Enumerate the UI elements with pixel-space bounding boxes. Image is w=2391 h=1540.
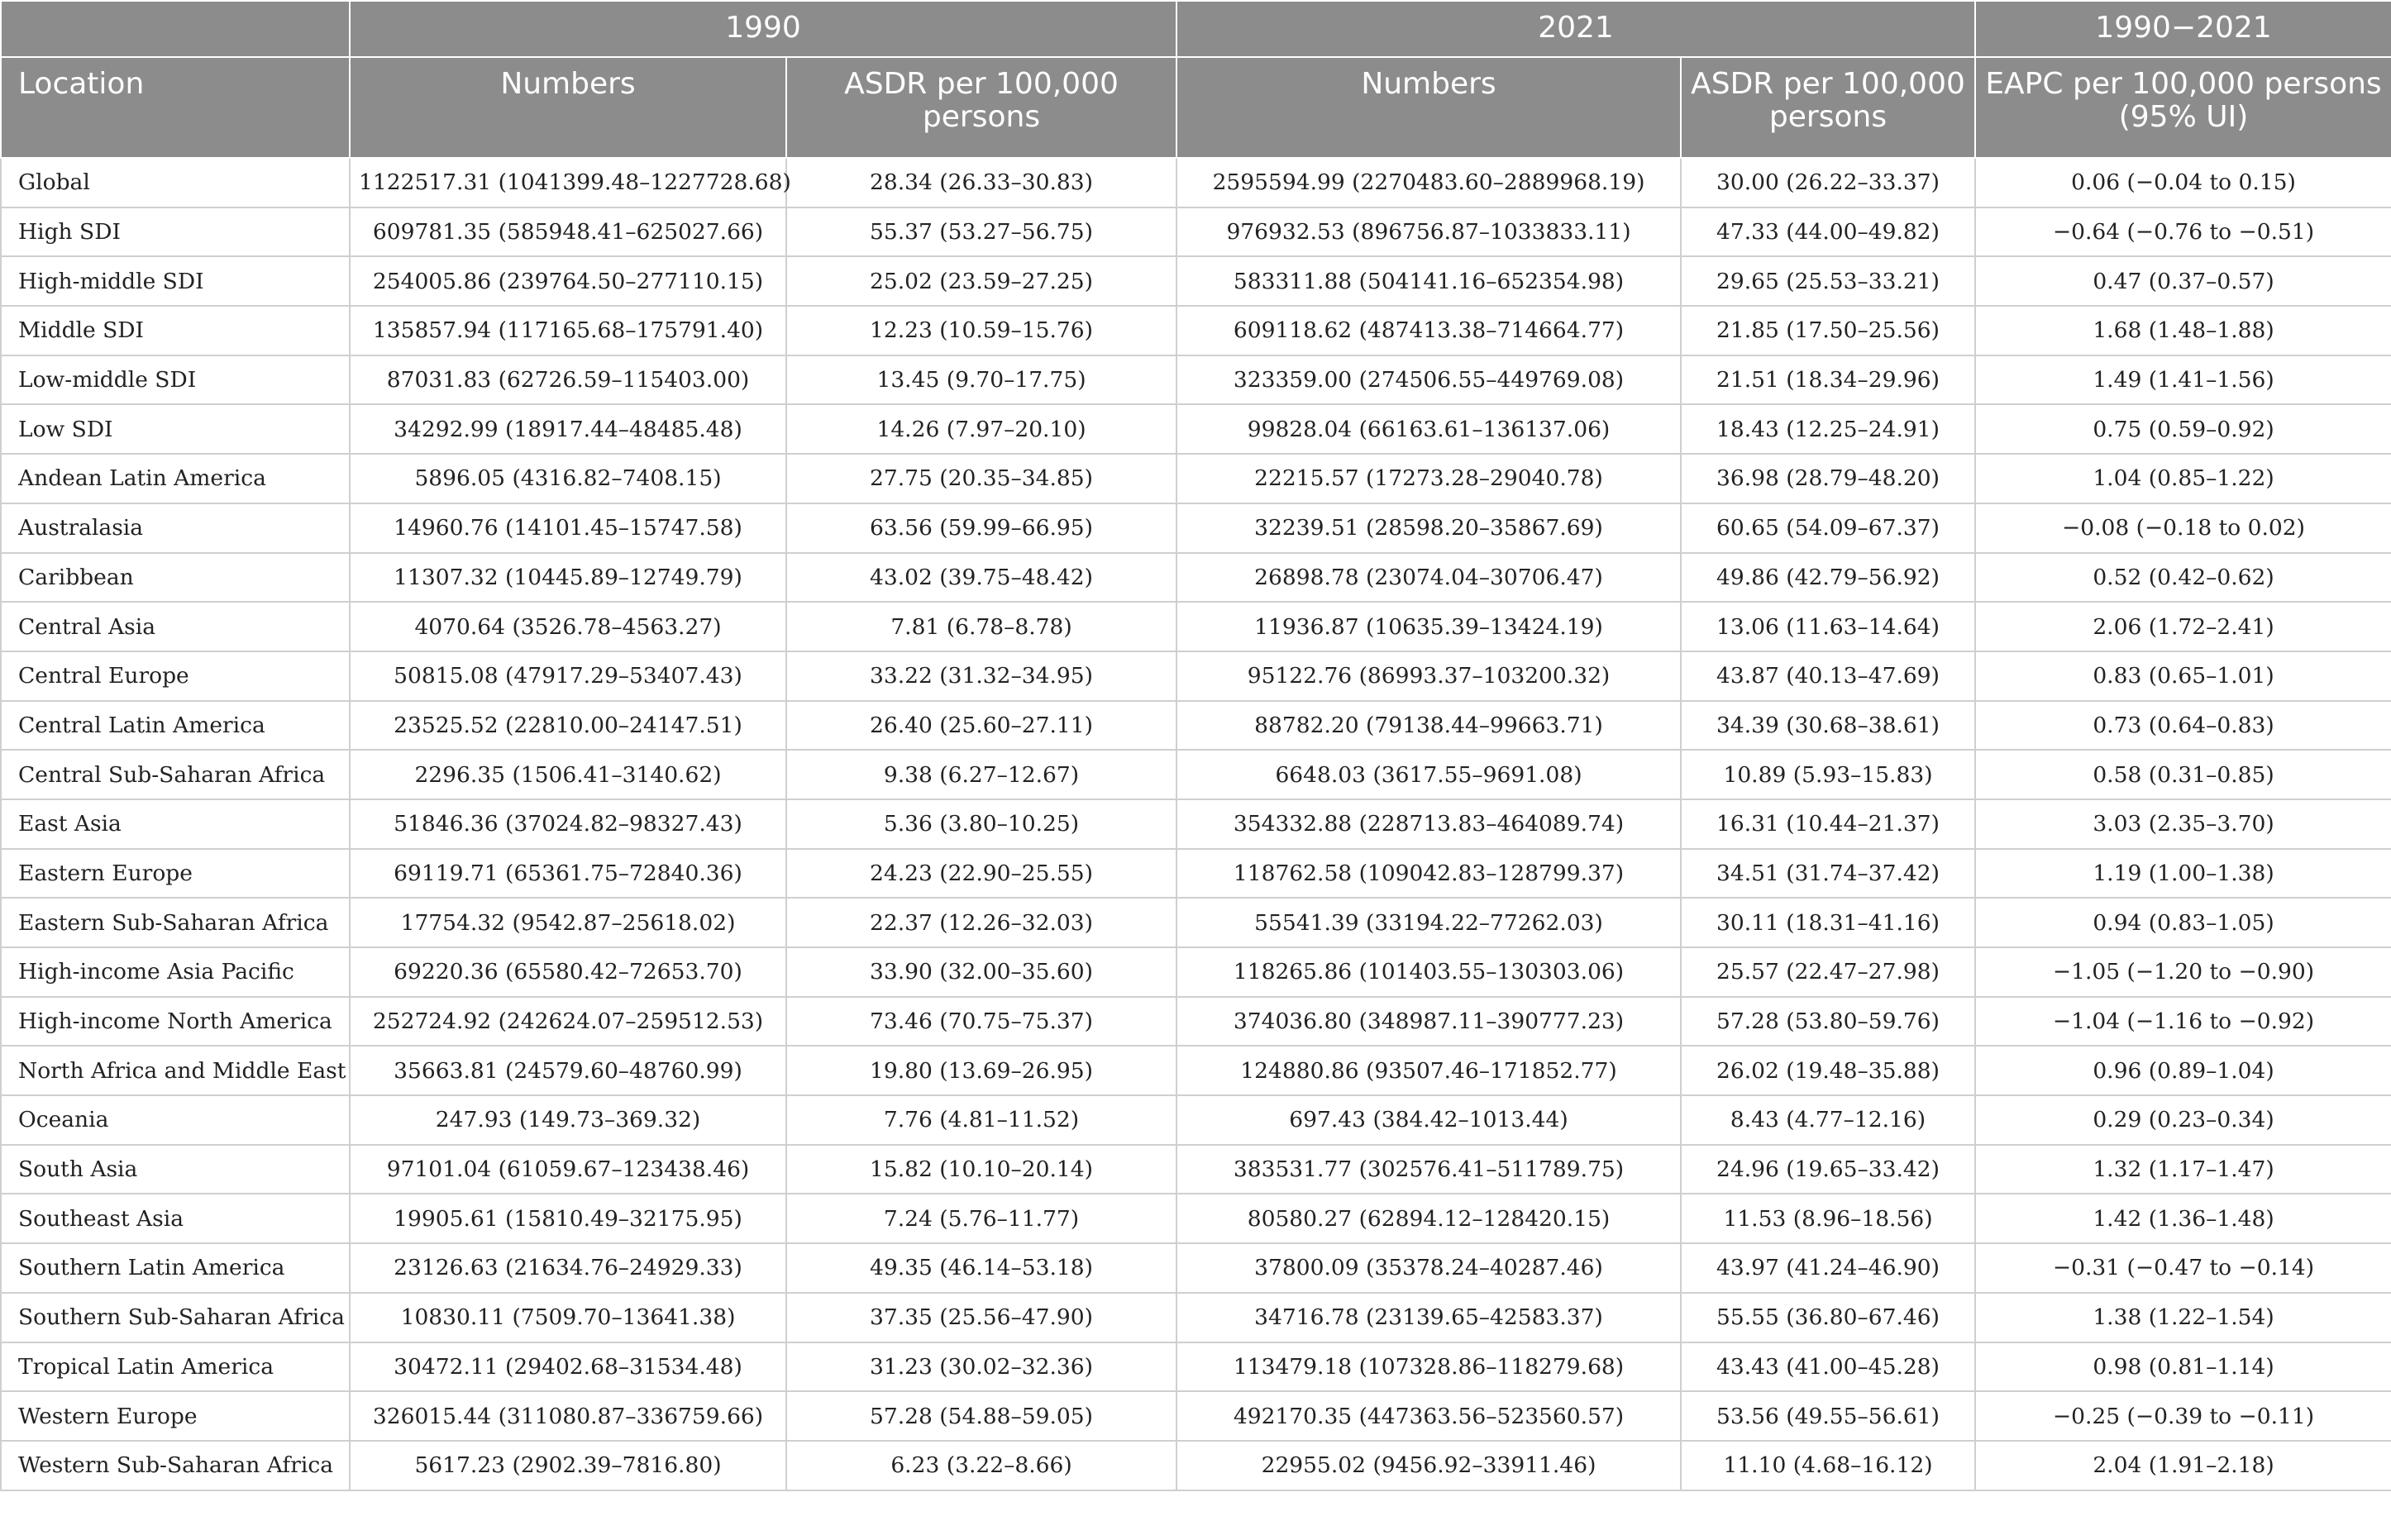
cell-asdr-2021: 57.28 (53.80–59.76) (1681, 997, 1975, 1047)
cell-numbers-1990: 247.93 (149.73–369.32) (350, 1095, 786, 1145)
cell-numbers-1990: 30472.11 (29402.68–31534.48) (350, 1342, 786, 1392)
cell-numbers-1990: 609781.35 (585948.41–625027.66) (350, 207, 786, 257)
header-1990-2021: 1990−2021 (1975, 1, 2391, 57)
cell-eapc: −0.08 (−0.18 to 0.02) (1975, 503, 2391, 553)
cell-location: East Asia (1, 799, 350, 849)
cell-location: Eastern Europe (1, 849, 350, 899)
cell-numbers-1990: 34292.99 (18917.44–48485.48) (350, 404, 786, 454)
cell-location: Middle SDI (1, 306, 350, 355)
cell-location: Oceania (1, 1095, 350, 1145)
cell-eapc: 0.83 (0.65–1.01) (1975, 651, 2391, 701)
cell-asdr-2021: 11.53 (8.96–18.56) (1681, 1194, 1975, 1243)
header-numbers-2021: Numbers (1176, 57, 1681, 158)
cell-numbers-2021: 118265.86 (101403.55–130303.06) (1176, 947, 1681, 997)
cell-location: Western Sub-Saharan Africa (1, 1441, 350, 1490)
cell-location: Eastern Sub-Saharan Africa (1, 898, 350, 947)
cell-numbers-2021: 32239.51 (28598.20–35867.69) (1176, 503, 1681, 553)
cell-numbers-2021: 11936.87 (10635.39–13424.19) (1176, 602, 1681, 651)
cell-asdr-2021: 18.43 (12.25–24.91) (1681, 404, 1975, 454)
cell-eapc: −0.31 (−0.47 to −0.14) (1975, 1243, 2391, 1293)
cell-location: Western Europe (1, 1391, 350, 1441)
cell-location: Central Latin America (1, 701, 350, 751)
cell-numbers-2021: 374036.80 (348987.11–390777.23) (1176, 997, 1681, 1047)
cell-eapc: −1.05 (−1.20 to −0.90) (1975, 947, 2391, 997)
cell-asdr-1990: 6.23 (3.22–8.66) (786, 1441, 1176, 1490)
cell-asdr-2021: 21.85 (17.50–25.56) (1681, 306, 1975, 355)
cell-asdr-2021: 43.87 (40.13–47.69) (1681, 651, 1975, 701)
cell-numbers-1990: 23126.63 (21634.76–24929.33) (350, 1243, 786, 1293)
cell-numbers-2021: 6648.03 (3617.55–9691.08) (1176, 750, 1681, 799)
header-1990: 1990 (350, 1, 1176, 57)
cell-asdr-1990: 27.75 (20.35–34.85) (786, 454, 1176, 503)
cell-eapc: 0.06 (−0.04 to 0.15) (1975, 158, 2391, 207)
cell-numbers-2021: 976932.53 (896756.87–1033833.11) (1176, 207, 1681, 257)
cell-numbers-2021: 2595594.99 (2270483.60–2889968.19) (1176, 158, 1681, 207)
table-row (1, 553, 2391, 603)
cell-asdr-1990: 25.02 (23.59–27.25) (786, 256, 1176, 306)
table-row (1, 602, 2391, 651)
cell-eapc: −0.25 (−0.39 to −0.11) (1975, 1391, 2391, 1441)
cell-eapc: 1.49 (1.41–1.56) (1975, 355, 2391, 405)
table-row (1, 1243, 2391, 1293)
header-asdr-1990: ASDR per 100,000 persons (786, 57, 1176, 158)
table-row (1, 355, 2391, 405)
cell-location: High SDI (1, 207, 350, 257)
cell-numbers-2021: 492170.35 (447363.56–523560.57) (1176, 1391, 1681, 1441)
cell-asdr-1990: 33.22 (31.32–34.95) (786, 651, 1176, 701)
cell-asdr-1990: 7.24 (5.76–11.77) (786, 1194, 1176, 1243)
cell-location: Caribbean (1, 553, 350, 603)
cell-numbers-2021: 354332.88 (228713.83–464089.74) (1176, 799, 1681, 849)
cell-eapc: 0.29 (0.23–0.34) (1975, 1095, 2391, 1145)
cell-asdr-2021: 43.97 (41.24–46.90) (1681, 1243, 1975, 1293)
header-eapc: EAPC per 100,000 persons (95% UI) (1975, 57, 2391, 158)
cell-numbers-1990: 326015.44 (311080.87–336759.66) (350, 1391, 786, 1441)
cell-eapc: 0.75 (0.59–0.92) (1975, 404, 2391, 454)
cell-eapc: 1.68 (1.48–1.88) (1975, 306, 2391, 355)
table-row (1, 404, 2391, 454)
cell-numbers-1990: 254005.86 (239764.50–277110.15) (350, 256, 786, 306)
cell-asdr-1990: 49.35 (46.14–53.18) (786, 1243, 1176, 1293)
table-row (1, 651, 2391, 701)
cell-location: Southeast Asia (1, 1194, 350, 1243)
cell-asdr-1990: 57.28 (54.88–59.05) (786, 1391, 1176, 1441)
table-header (1, 1, 2391, 158)
cell-asdr-1990: 63.56 (59.99–66.95) (786, 503, 1176, 553)
cell-location: Central Asia (1, 602, 350, 651)
cell-location: Southern Latin America (1, 1243, 350, 1293)
cell-asdr-2021: 24.96 (19.65–33.42) (1681, 1145, 1975, 1194)
cell-numbers-2021: 124880.86 (93507.46–171852.77) (1176, 1046, 1681, 1095)
cell-location: Tropical Latin America (1, 1342, 350, 1392)
cell-location: Global (1, 158, 350, 207)
cell-eapc: 1.19 (1.00–1.38) (1975, 849, 2391, 899)
cell-eapc: 2.06 (1.72–2.41) (1975, 602, 2391, 651)
cell-numbers-1990: 69220.36 (65580.42–72653.70) (350, 947, 786, 997)
table-body (1, 158, 2391, 1490)
cell-asdr-2021: 11.10 (4.68–16.12) (1681, 1441, 1975, 1490)
cell-numbers-2021: 323359.00 (274506.55–449769.08) (1176, 355, 1681, 405)
cell-asdr-1990: 13.45 (9.70–17.75) (786, 355, 1176, 405)
cell-numbers-1990: 1122517.31 (1041399.48–1227728.68) (350, 158, 786, 207)
cell-eapc: 1.42 (1.36–1.48) (1975, 1194, 2391, 1243)
cell-asdr-2021: 16.31 (10.44–21.37) (1681, 799, 1975, 849)
cell-asdr-2021: 36.98 (28.79–48.20) (1681, 454, 1975, 503)
cell-asdr-1990: 14.26 (7.97–20.10) (786, 404, 1176, 454)
cell-numbers-2021: 113479.18 (107328.86–118279.68) (1176, 1342, 1681, 1392)
cell-location: High-income Asia Pacific (1, 947, 350, 997)
header-asdr-2021: ASDR per 100,000 persons (1681, 57, 1975, 158)
table-row (1, 1391, 2391, 1441)
cell-asdr-2021: 25.57 (22.47–27.98) (1681, 947, 1975, 997)
cell-asdr-2021: 26.02 (19.48–35.88) (1681, 1046, 1975, 1095)
cell-asdr-2021: 55.55 (36.80–67.46) (1681, 1293, 1975, 1342)
cell-numbers-2021: 55541.39 (33194.22–77262.03) (1176, 898, 1681, 947)
cell-numbers-1990: 50815.08 (47917.29–53407.43) (350, 651, 786, 701)
header-row-years (1, 1, 2391, 57)
cell-asdr-2021: 49.86 (42.79–56.92) (1681, 553, 1975, 603)
table-row (1, 1342, 2391, 1392)
table-row (1, 1145, 2391, 1194)
cell-numbers-2021: 95122.76 (86993.37–103200.32) (1176, 651, 1681, 701)
cell-eapc: 0.96 (0.89–1.04) (1975, 1046, 2391, 1095)
cell-asdr-1990: 24.23 (22.90–25.55) (786, 849, 1176, 899)
cell-eapc: 1.32 (1.17–1.47) (1975, 1145, 2391, 1194)
header-row-columns (1, 57, 2391, 158)
cell-numbers-1990: 252724.92 (242624.07–259512.53) (350, 997, 786, 1047)
table-row (1, 1194, 2391, 1243)
cell-numbers-2021: 99828.04 (66163.61–136137.06) (1176, 404, 1681, 454)
cell-eapc: 1.38 (1.22–1.54) (1975, 1293, 2391, 1342)
cell-eapc: 0.52 (0.42–0.62) (1975, 553, 2391, 603)
cell-numbers-1990: 5617.23 (2902.39–7816.80) (350, 1441, 786, 1490)
cell-asdr-2021: 21.51 (18.34–29.96) (1681, 355, 1975, 405)
cell-location: Low SDI (1, 404, 350, 454)
cell-location: Central Europe (1, 651, 350, 701)
cell-asdr-2021: 30.11 (18.31–41.16) (1681, 898, 1975, 947)
cell-numbers-1990: 10830.11 (7509.70–13641.38) (350, 1293, 786, 1342)
cell-asdr-1990: 73.46 (70.75–75.37) (786, 997, 1176, 1047)
header-2021: 2021 (1176, 1, 1975, 57)
cell-eapc: −1.04 (−1.16 to −0.92) (1975, 997, 2391, 1047)
cell-asdr-1990: 12.23 (10.59–15.76) (786, 306, 1176, 355)
cell-numbers-2021: 609118.62 (487413.38–714664.77) (1176, 306, 1681, 355)
cell-eapc: −0.64 (−0.76 to −0.51) (1975, 207, 2391, 257)
cell-asdr-2021: 8.43 (4.77–12.16) (1681, 1095, 1975, 1145)
cell-eapc: 1.04 (0.85–1.22) (1975, 454, 2391, 503)
cell-asdr-2021: 30.00 (26.22–33.37) (1681, 158, 1975, 207)
cell-numbers-1990: 14960.76 (14101.45–15747.58) (350, 503, 786, 553)
table-row (1, 454, 2391, 503)
cell-numbers-2021: 26898.78 (23074.04–30706.47) (1176, 553, 1681, 603)
table-row (1, 503, 2391, 553)
table-row (1, 1293, 2391, 1342)
cell-asdr-1990: 7.76 (4.81–11.52) (786, 1095, 1176, 1145)
cell-eapc: 0.58 (0.31–0.85) (1975, 750, 2391, 799)
cell-asdr-2021: 53.56 (49.55–56.61) (1681, 1391, 1975, 1441)
cell-asdr-1990: 43.02 (39.75–48.42) (786, 553, 1176, 603)
table-row (1, 207, 2391, 257)
cell-location: South Asia (1, 1145, 350, 1194)
cell-numbers-1990: 23525.52 (22810.00–24147.51) (350, 701, 786, 751)
cell-eapc: 3.03 (2.35–3.70) (1975, 799, 2391, 849)
table-row (1, 898, 2391, 947)
cell-location: High-income North America (1, 997, 350, 1047)
cell-asdr-1990: 28.34 (26.33–30.83) (786, 158, 1176, 207)
cell-numbers-2021: 383531.77 (302576.41–511789.75) (1176, 1145, 1681, 1194)
cell-numbers-2021: 37800.09 (35378.24–40287.46) (1176, 1243, 1681, 1293)
cell-location: North Africa and Middle East (1, 1046, 350, 1095)
cell-eapc: 0.94 (0.83–1.05) (1975, 898, 2391, 947)
cell-eapc: 2.04 (1.91–2.18) (1975, 1441, 2391, 1490)
cell-numbers-1990: 135857.94 (117165.68–175791.40) (350, 306, 786, 355)
cell-asdr-1990: 33.90 (32.00–35.60) (786, 947, 1176, 997)
cell-asdr-2021: 43.43 (41.00–45.28) (1681, 1342, 1975, 1392)
cell-numbers-2021: 88782.20 (79138.44–99663.71) (1176, 701, 1681, 751)
cell-numbers-1990: 4070.64 (3526.78–4563.27) (350, 602, 786, 651)
cell-asdr-2021: 10.89 (5.93–15.83) (1681, 750, 1975, 799)
table-row (1, 701, 2391, 751)
cell-asdr-2021: 47.33 (44.00–49.82) (1681, 207, 1975, 257)
cell-location: High-middle SDI (1, 256, 350, 306)
cell-numbers-2021: 118762.58 (109042.83–128799.37) (1176, 849, 1681, 899)
cell-numbers-1990: 19905.61 (15810.49–32175.95) (350, 1194, 786, 1243)
cell-numbers-1990: 11307.32 (10445.89–12749.79) (350, 553, 786, 603)
cell-eapc: 0.98 (0.81–1.14) (1975, 1342, 2391, 1392)
cell-numbers-2021: 22955.02 (9456.92–33911.46) (1176, 1441, 1681, 1490)
cell-asdr-1990: 7.81 (6.78–8.78) (786, 602, 1176, 651)
cell-asdr-1990: 22.37 (12.26–32.03) (786, 898, 1176, 947)
cell-numbers-2021: 697.43 (384.42–1013.44) (1176, 1095, 1681, 1145)
table-row (1, 306, 2391, 355)
cell-numbers-1990: 69119.71 (65361.75–72840.36) (350, 849, 786, 899)
cell-location: Southern Sub-Saharan Africa (1, 1293, 350, 1342)
cell-eapc: 0.47 (0.37–0.57) (1975, 256, 2391, 306)
cell-asdr-1990: 37.35 (25.56–47.90) (786, 1293, 1176, 1342)
header-numbers-1990: Numbers (350, 57, 786, 158)
table-row (1, 1441, 2391, 1490)
cell-numbers-1990: 51846.36 (37024.82–98327.43) (350, 799, 786, 849)
table-row (1, 997, 2391, 1047)
cell-numbers-1990: 97101.04 (61059.67–123438.46) (350, 1145, 786, 1194)
cell-numbers-2021: 34716.78 (23139.65–42583.37) (1176, 1293, 1681, 1342)
cell-asdr-2021: 34.39 (30.68–38.61) (1681, 701, 1975, 751)
cell-numbers-1990: 35663.81 (24579.60–48760.99) (350, 1046, 786, 1095)
cell-numbers-2021: 22215.57 (17273.28–29040.78) (1176, 454, 1681, 503)
cell-numbers-1990: 17754.32 (9542.87–25618.02) (350, 898, 786, 947)
cell-numbers-1990: 5896.05 (4316.82–7408.15) (350, 454, 786, 503)
cell-location: Central Sub-Saharan Africa (1, 750, 350, 799)
table-row (1, 750, 2391, 799)
cell-numbers-1990: 87031.83 (62726.59–115403.00) (350, 355, 786, 405)
cell-asdr-1990: 55.37 (53.27–56.75) (786, 207, 1176, 257)
cell-numbers-2021: 583311.88 (504141.16–652354.98) (1176, 256, 1681, 306)
cell-asdr-2021: 60.65 (54.09–67.37) (1681, 503, 1975, 553)
header-blank (1, 1, 350, 57)
cell-asdr-1990: 19.80 (13.69–26.95) (786, 1046, 1176, 1095)
cell-location: Andean Latin America (1, 454, 350, 503)
cell-location: Low-middle SDI (1, 355, 350, 405)
cell-asdr-1990: 31.23 (30.02–32.36) (786, 1342, 1176, 1392)
cell-asdr-1990: 26.40 (25.60–27.11) (786, 701, 1176, 751)
table-row (1, 849, 2391, 899)
cell-asdr-2021: 29.65 (25.53–33.21) (1681, 256, 1975, 306)
cell-asdr-2021: 13.06 (11.63–14.64) (1681, 602, 1975, 651)
table-row (1, 799, 2391, 849)
cell-asdr-1990: 9.38 (6.27–12.67) (786, 750, 1176, 799)
table-row (1, 1046, 2391, 1095)
cell-asdr-2021: 34.51 (31.74–37.42) (1681, 849, 1975, 899)
table-row (1, 947, 2391, 997)
table-row (1, 1095, 2391, 1145)
cell-numbers-2021: 80580.27 (62894.12–128420.15) (1176, 1194, 1681, 1243)
cell-numbers-1990: 2296.35 (1506.41–3140.62) (350, 750, 786, 799)
cell-location: Australasia (1, 503, 350, 553)
cell-eapc: 0.73 (0.64–0.83) (1975, 701, 2391, 751)
header-location: Location (1, 57, 350, 158)
table-row (1, 158, 2391, 207)
cell-asdr-1990: 5.36 (3.80–10.25) (786, 799, 1176, 849)
cell-asdr-1990: 15.82 (10.10–20.14) (786, 1145, 1176, 1194)
table-row (1, 256, 2391, 306)
